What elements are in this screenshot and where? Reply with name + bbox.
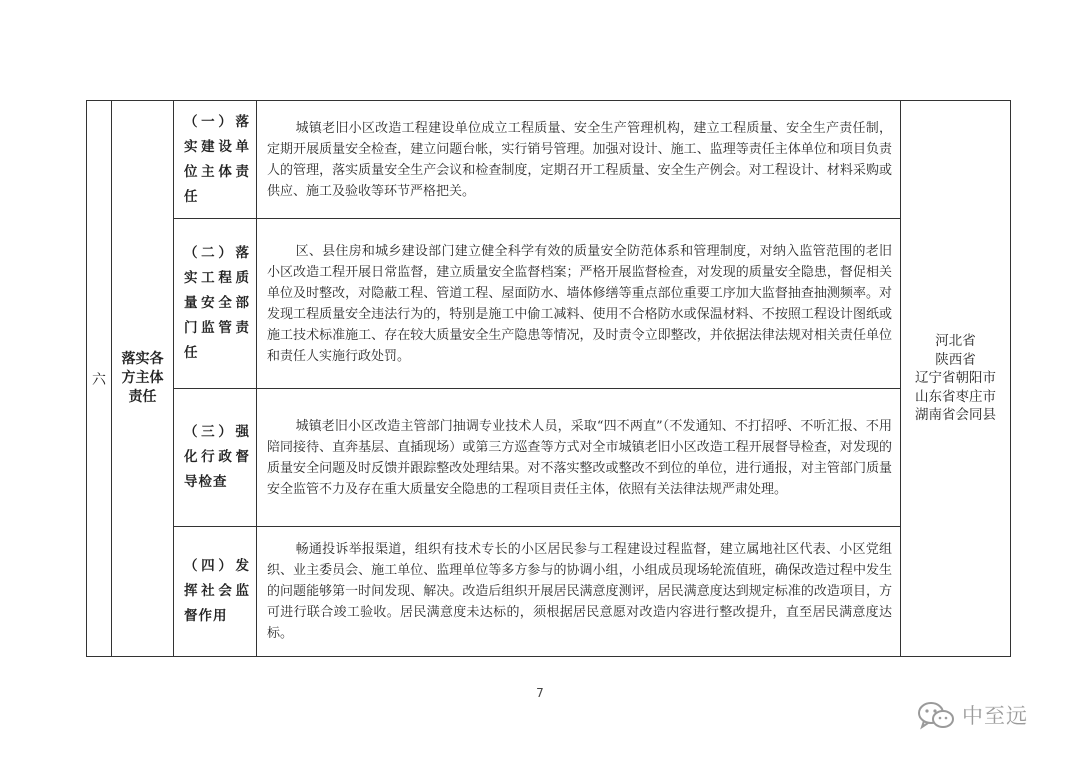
row-content: 城镇老旧小区改造工程建设单位成立工程质量、安全生产管理机构，建立工程质量、安全生产责任制，定期开展质量安全检查，建立问题台帐，实行销号管理。加强对设计、施工、监理等责任主体单位和项目负责人的管理，落实质量安全生产会议和检查制度，定期召开工程质量、安全生产例会。对工程设计、材料采购或供应、施工及验收等环节严格把关。 (267, 120, 892, 199)
subtitle-cell (174, 101, 257, 219)
page-number: 7 (536, 686, 544, 700)
row-subtitle: （二）落实工程质量安全部门监管责任 (184, 245, 250, 361)
category-line: 落实各 (121, 351, 164, 367)
brand-watermark (916, 700, 1028, 730)
row-content: 城镇老旧小区改造主管部门抽调专业技术人员，采取“四不两直”（不发通知、不打招呼、不听汇报、不用陪同接待、直奔基层、直插现场）或第三方巡查等方式对全市城镇老旧小区改造工程开展督导检查，对发现的质量安全问题及时反馈并跟踪整改处理结果。对不落实整改或整改不到位的单位，进行通报，对主管部门质量安全监管不力及存在重大质量安全隐患的工程项目责任主体，依照有关法律法规严肃处理。 (267, 418, 892, 497)
row-subtitle: （一）落实建设单位主体责任 (184, 113, 250, 205)
section-number-cell (87, 101, 112, 657)
region-item: 陕西省 (935, 351, 976, 368)
table-row (87, 527, 1011, 657)
brand-name: 中至远 (962, 704, 1028, 728)
region-item: 河北省 (935, 333, 976, 350)
content-cell (257, 219, 901, 389)
regions-cell (901, 101, 1011, 657)
row-subtitle: （三）强化行政督导检查 (184, 424, 250, 490)
subtitle-cell (174, 389, 257, 527)
table-row (87, 101, 1011, 219)
section-number: 六 (92, 371, 106, 388)
category-cell (112, 101, 174, 657)
content-cell (257, 101, 901, 219)
content-cell (257, 389, 901, 527)
table-row (87, 219, 1011, 389)
region-item: 辽宁省朝阳市 (915, 370, 996, 387)
wechat-icon (916, 700, 956, 730)
row-subtitle: （四）发挥社会监督作用 (184, 558, 250, 624)
table-row (87, 389, 1011, 527)
row-content: 畅通投诉举报渠道，组织有技术专长的小区居民参与工程建设过程监督，建立属地社区代表、小区党组织、业主委员会、施工单位、监理单位等多方参与的协调小组，小组成员现场轮流值班，确保改造过程中发生的问题能够第一时间发现、解决。改造后组织开展居民满意度测评，居民满意度达到规定标准的改造项目，方可进行联合竣工验收。居民满意度未达标的，须根据居民意愿对改造内容进行整改提升，直至居民满意度达标。 (267, 542, 892, 641)
region-item: 山东省枣庄市 (915, 388, 996, 405)
subtitle-cell (174, 219, 257, 389)
content-cell (257, 527, 901, 657)
subtitle-cell (174, 527, 257, 657)
category-line: 责任 (128, 389, 157, 405)
row-content: 区、县住房和城乡建设部门建立健全科学有效的质量安全防范体系和管理制度，对纳入监管范围的老旧小区改造工程开展日常监督，建立质量安全监督档案；严格开展监督检查，对发现的质量安全隐患，督促相关单位及时整改，对隐蔽工程、管道工程、屋面防水、墙体修缮等重点部位重要工序加大监督抽查抽测频率。对发现工程质量安全违法行为的，特别是施工中偷工减料、使用不合格防水或保温材料、不按照工程设计图纸或施工技术标准施工、存在较大质量安全生产隐患等情况，及时责令立即整改，并依据法律法规对相关责任单位和责任人实施行政处罚。 (267, 243, 892, 364)
region-item: 湖南省会同县 (915, 407, 996, 424)
category-line: 方主体 (121, 370, 164, 386)
responsibility-table (86, 100, 1011, 657)
